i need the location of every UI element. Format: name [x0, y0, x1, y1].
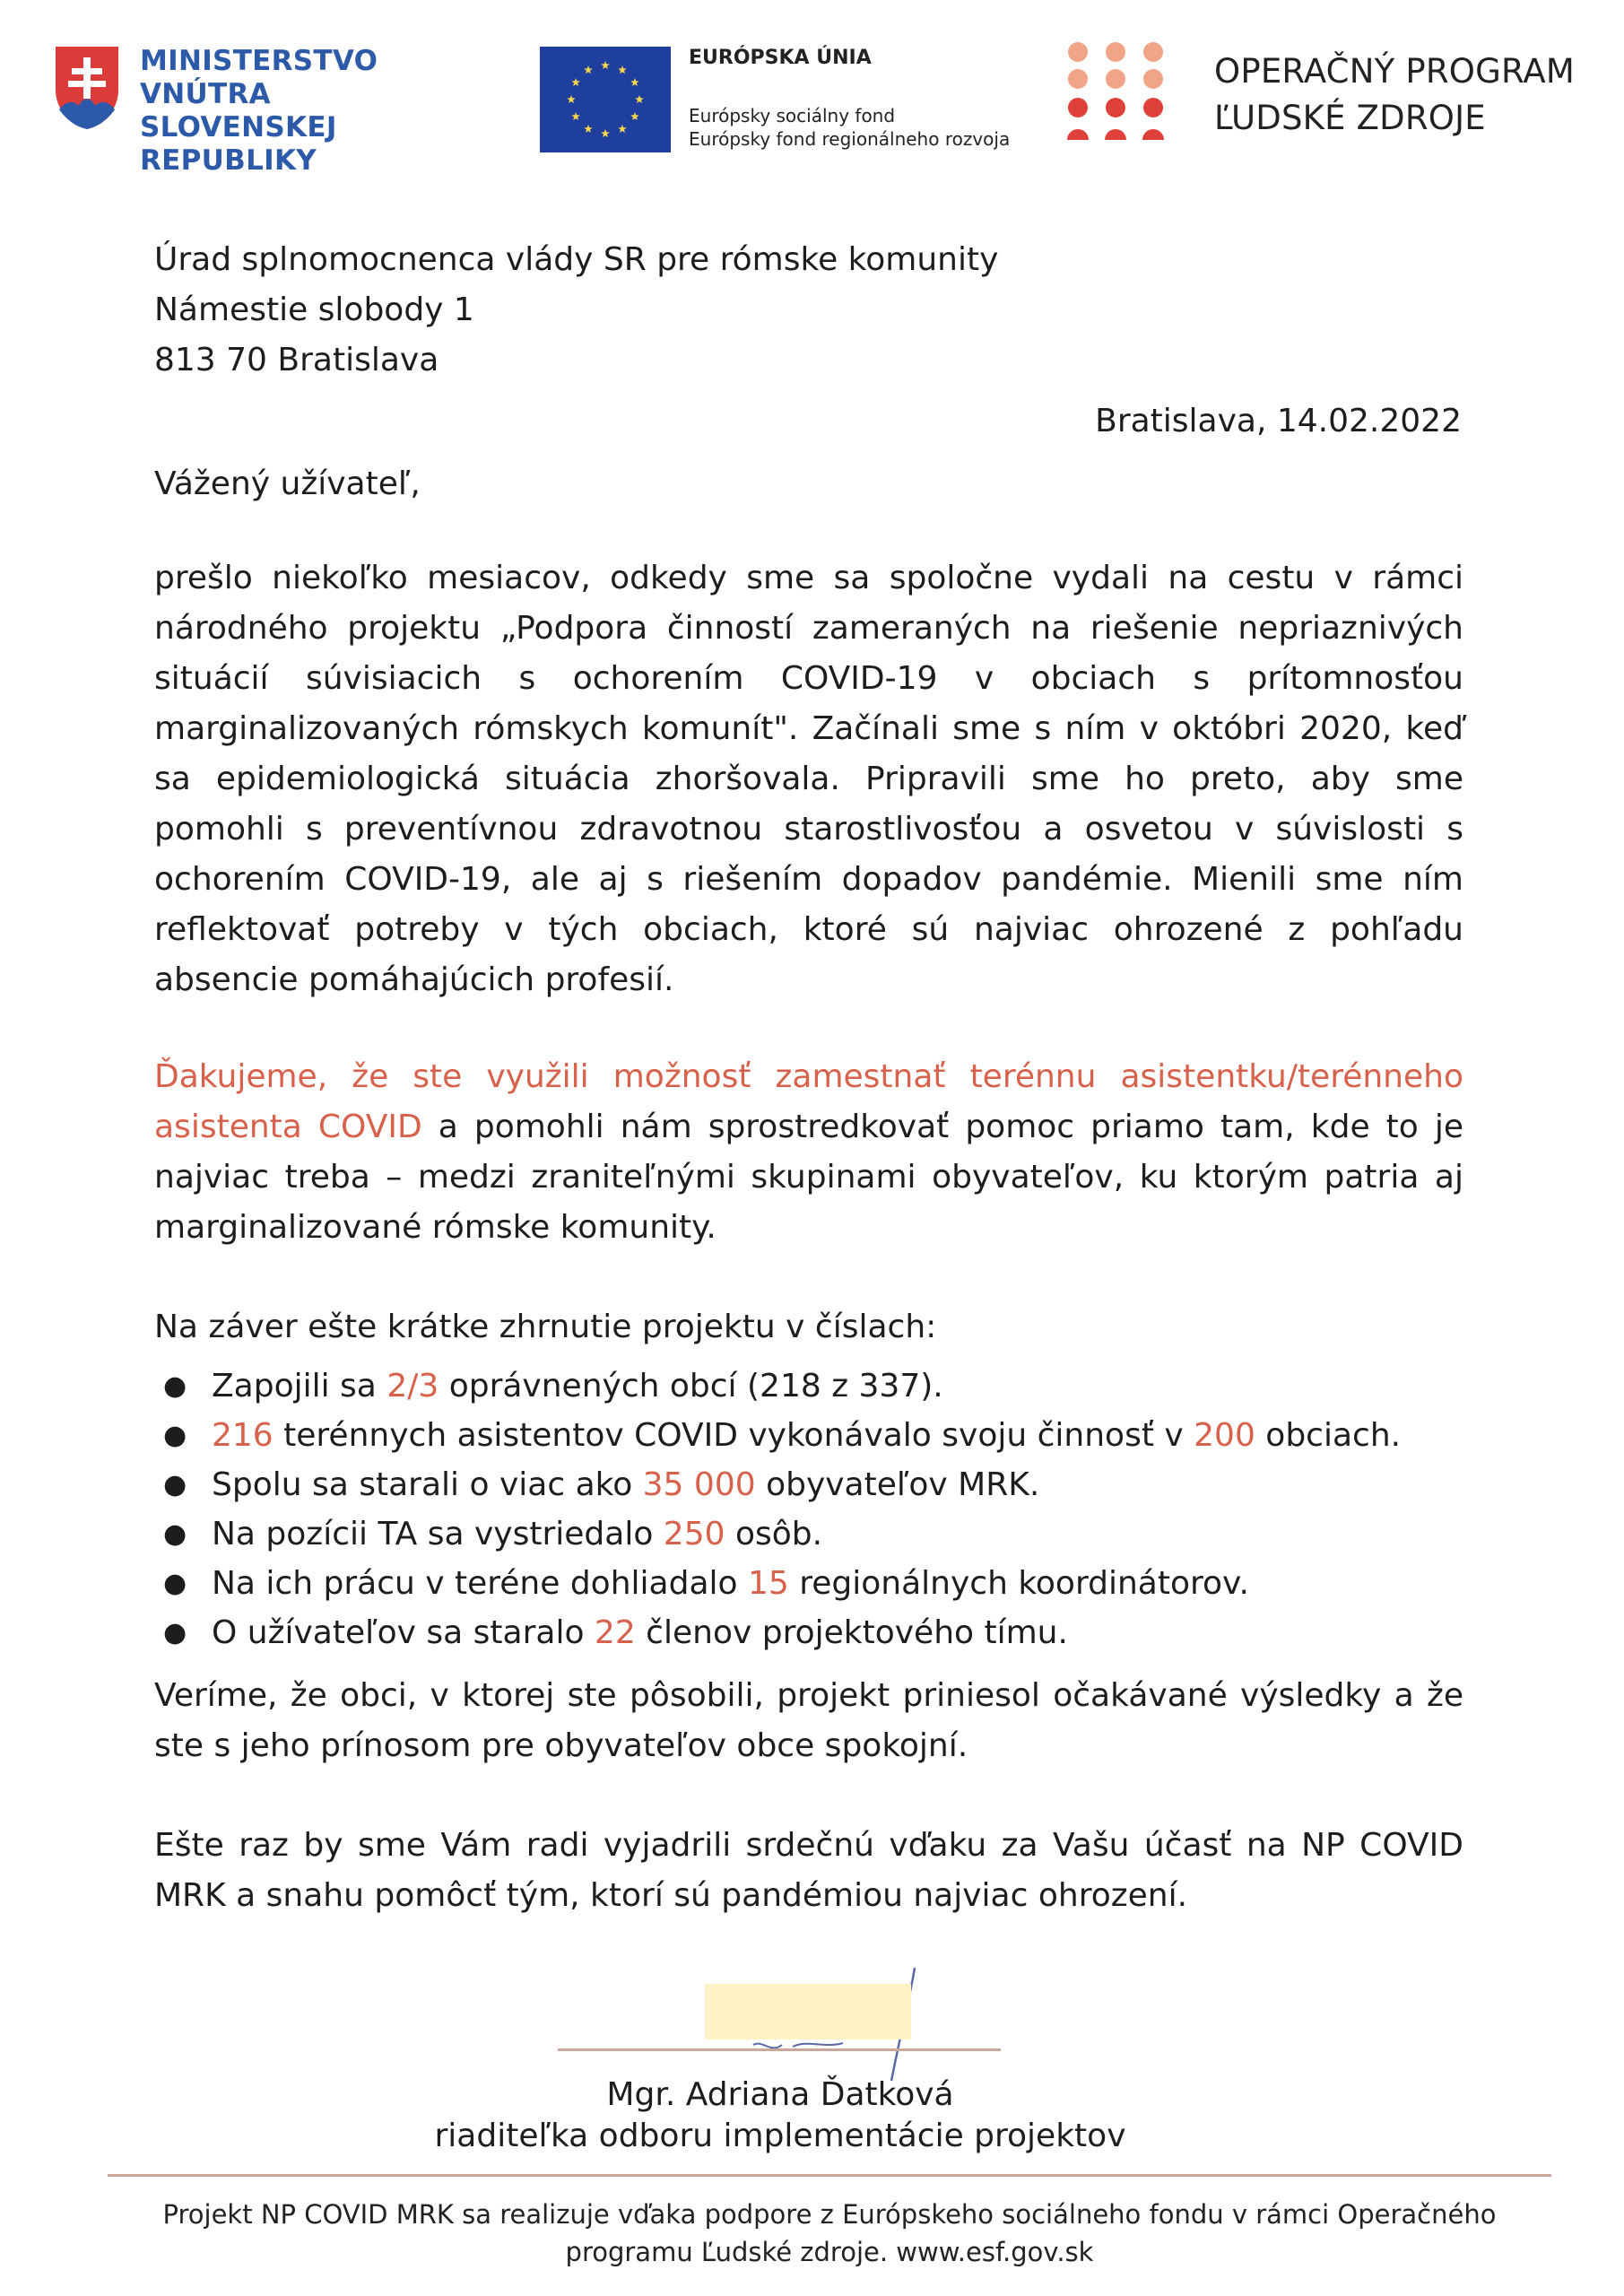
fact-item: ● O užívateľov sa staralo 22 členov projektového tímu. — [154, 1608, 1463, 1657]
paragraph-gratitude: Ešte raz by sme Vám radi vyjadrili srdečnú vďaku za Vašu účasť na NP COVID MRK a snahu pomôcť tým, ktorí sú pandémiou najviac ohrození. — [154, 1827, 1463, 1914]
paragraph-thanks — [154, 1052, 1463, 1253]
fact-item: ● Spolu sa starali o viac ako 35 000 obyvateľov MRK. — [154, 1460, 1463, 1509]
bullet-icon: ● — [163, 1617, 187, 1648]
signatory-name: Mgr. Adriana Ďatková — [606, 2076, 954, 2113]
eu-title: EURÓPSKA ÚNIA — [689, 47, 872, 69]
fact-item: ● Zapojili sa 2/3 oprávnených obcí (218 z 337). — [154, 1361, 1463, 1411]
fact-number: 22 — [594, 1614, 636, 1651]
bullet-icon: ● — [163, 1370, 187, 1402]
summary-intro: Na záver ešte krátke zhrnutie projektu v číslach: — [154, 1309, 937, 1345]
fact-item: ● Na ich prácu v teréne dohliadalo 15 regionálnych koordinátorov. — [154, 1559, 1463, 1608]
facts-list — [154, 1361, 1463, 1657]
fact-item: ● Na pozícii TA sa vystriedalo 250 osôb. — [154, 1509, 1463, 1559]
fact-number: 35 000 — [642, 1466, 756, 1503]
fact-number: 250 — [663, 1516, 725, 1552]
ministry-name-line3: SLOVENSKEJ REPUBLIKY — [140, 111, 337, 177]
paragraph-results: Veríme, že obci, v ktorej ste pôsobili, projekt priniesol očakávané výsledky a že ste s jeho prínosom pre obyvateľov obce spokojní. — [154, 1677, 1463, 1764]
footer-rule — [108, 2174, 1551, 2177]
recipient-address — [154, 235, 1230, 386]
thanks-rest: a pomohli nám sprostredkovať pomoc priamo tam, kde to je najviac treba – medzi zraniteľnými skupinami obyvateľov, ku ktorým patria aj marginalizované rómske komunity. — [154, 1109, 1463, 1246]
eu-flag-icon — [540, 47, 671, 152]
paragraph-intro: prešlo niekoľko mesiacov, odkedy sme sa spoločne vydali na cestu v rámci národného projektu „Podpora činností zameraných na riešenie nepriaznivých situácií súvisiacich s ochorením COVID-19 v obciach s prítomnosťou marginalizovaných rómskych komunít". Začínali sme s ním v októbri 2020, keď sa epidemiologická situácia zhoršovala. Pripravili sme ho preto, aby sme pomohli s preventívnou zdravotnou starostlivosťou a osvetou v súvislosti s ochorením COVID-19, ale aj s riešením dopadov pandémie. Mienili sme ním reflektovať potreby v tých obciach, ktoré sú najviac ohrozené z pohľadu absencie pomáhajúcich profesií. — [154, 560, 1463, 998]
header — [0, 0, 1624, 179]
fact-number: 2/3 — [386, 1368, 439, 1405]
dots-logo-icon — [1064, 39, 1168, 149]
eu-subtitle — [689, 104, 1029, 151]
ministry-name-line1: MINISTERSTVO — [140, 45, 378, 77]
footer-line2: programu Ľudské zdroje. www.esf.gov.sk — [565, 2237, 1094, 2267]
ministry-name — [140, 45, 517, 178]
op-title — [1214, 48, 1575, 142]
signature-line — [558, 2048, 1001, 2051]
fact-number: 15 — [747, 1565, 789, 1602]
op-title-line2: ĽUDSKÉ ZDROJE — [1214, 99, 1486, 137]
eu-subtitle-line2: Európsky fond regionálneho rozvoja — [689, 128, 1011, 150]
op-title-line1: OPERAČNÝ PROGRAM — [1214, 52, 1576, 91]
letter-date: Bratislava, 14.02.2022 — [1095, 403, 1462, 439]
bullet-icon: ● — [163, 1469, 187, 1500]
bullet-icon: ● — [163, 1420, 187, 1451]
bullet-icon: ● — [163, 1568, 187, 1599]
fact-number: 216 — [212, 1417, 274, 1454]
signature-redaction — [705, 1984, 911, 2039]
ministry-name-line2: VNÚTRA — [140, 78, 271, 110]
fact-item: ● 216 terénnych asistentov COVID vykonávalo svoju činnosť v 200 obciach. — [154, 1411, 1463, 1460]
fact-number: 200 — [1194, 1417, 1255, 1454]
recipient-line2: Námestie slobody 1 — [154, 291, 474, 328]
recipient-line3: 813 70 Bratislava — [154, 342, 439, 378]
slovak-coat-of-arms-icon — [54, 45, 120, 131]
eu-subtitle-line1: Európsky sociálny fond — [689, 105, 896, 126]
recipient-line1: Úrad splnomocnenca vlády SR pre rómske komunity — [154, 241, 999, 278]
bullet-icon: ● — [163, 1518, 187, 1550]
thanks-highlight: Ďakujeme, že ste využili možnosť zamestnať terénnu asistentku/terénneho asistenta COVID — [154, 1058, 1463, 1145]
salutation: Vážený užívateľ, — [154, 465, 421, 502]
footer-note — [108, 2196, 1551, 2271]
signatory-role: riaditeľka odboru implementácie projektov — [434, 2118, 1126, 2154]
footer-line1: Projekt NP COVID MRK sa realizuje vďaka podpore z Európskeho sociálneho fondu v rámci Operačného — [162, 2199, 1497, 2230]
